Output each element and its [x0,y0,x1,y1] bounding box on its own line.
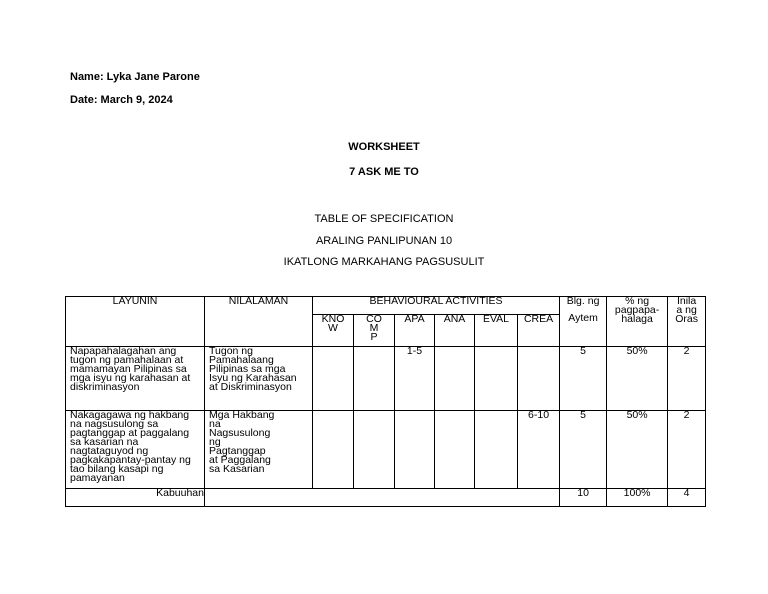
row-hours: 2 [668,411,706,489]
header-blg-top: Blg. ng [566,295,600,307]
summary-label: Kabuuhan [66,489,205,507]
date: Date: March 9, 2024 [70,94,173,106]
header-percent: % ng pagpapa- halaga [607,297,668,347]
summary-row [66,489,706,507]
summary-percent: 100% [607,489,668,507]
row-percent: 50% [607,347,668,411]
header-nilalaman: NILALAMAN [205,297,313,347]
row-ana [435,347,475,411]
exam-title: IKATLONG MARKAHANG PAGSUSULIT [283,256,485,268]
student-name: Name: Lyka Jane Parone [70,71,200,83]
table-row [66,347,706,411]
header-behavioural-activities: BEHAVIOURAL ACTIVITIES [313,297,560,315]
row-hours: 2 [668,347,706,411]
summary-hours: 4 [668,489,706,507]
header-apa: APA [395,315,435,347]
row-layunin: Napapahalagahan ang tugon ng pamahalaan at mamamayan Pilipinas sa mga isyu ng karahasan at diskriminasyon [66,347,205,411]
row-crea: 6-10 [518,411,560,489]
header-comp: CO M P [354,315,395,347]
row-nilalaman: Mga Hakbang na Nagsusulong ng Pagtanggap at Paggalang sa Kasarian [205,411,313,489]
header-blg-bottom: Aytem [568,312,598,324]
specification-table [65,296,706,507]
row-comp [354,411,395,489]
worksheet-title: WORKSHEET [348,141,420,153]
row-know [313,411,354,489]
table-row [66,411,706,489]
header-blg-ng-aytem [560,297,607,347]
row-apa [395,411,435,489]
header-inilaan-oras: Inila a ng Oras [668,297,706,347]
header-ana: ANA [435,315,475,347]
summary-blank [205,489,560,507]
summary-items: 10 [560,489,607,507]
row-crea [518,347,560,411]
header-crea: CREA [518,315,560,347]
header-layunin: LAYUNIN [66,297,205,347]
subject-title: ARALING PANLIPUNAN 10 [315,235,453,247]
row-layunin: Nakagagawa ng hakbang na nagsusulong sa pagtanggap at paggalang sa kasarian na nagtataguyod ng pagkakapantay-pantay ng tao bilang kasapi ng pamayanan [66,411,205,489]
row-percent: 50% [607,411,668,489]
row-apa: 1-5 [395,347,435,411]
worksheet-subtitle: 7 ASK ME TO [349,166,419,178]
row-eval [475,411,518,489]
header-eval: EVAL [475,315,518,347]
row-know [313,347,354,411]
row-ana [435,411,475,489]
row-eval [475,347,518,411]
row-items: 5 [560,347,607,411]
table-title: TABLE OF SPECIFICATION [314,213,454,225]
row-nilalaman: Tugon ng Pamahalaang Pilipinas sa mga Isyu ng Karahasan at Diskriminasyon [205,347,313,411]
row-items: 5 [560,411,607,489]
row-comp [354,347,395,411]
header-know: KNO W [313,315,354,347]
